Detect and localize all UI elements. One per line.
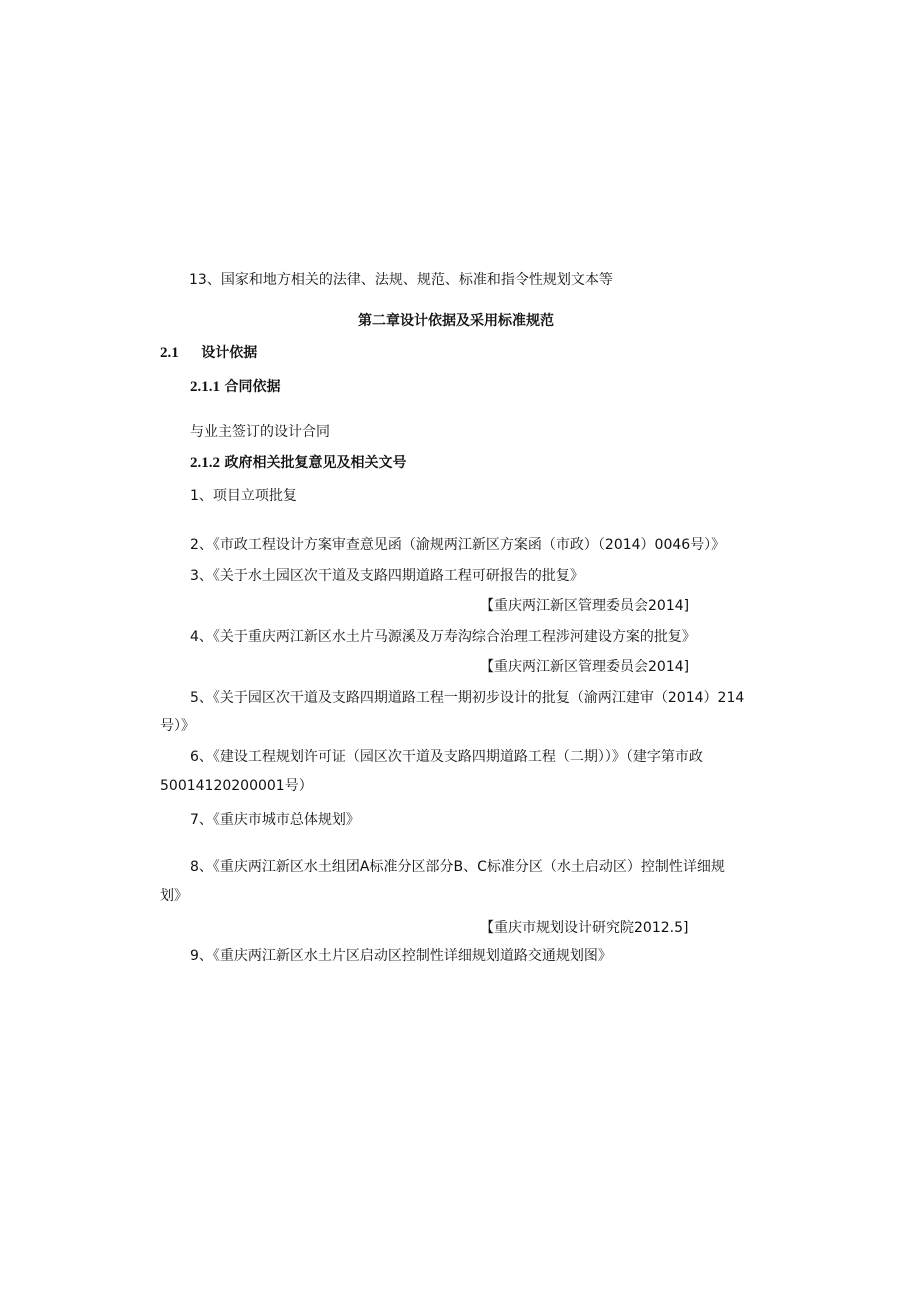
list-item: 5、《关于园区次干道及支路四期道路工程一期初步设计的批复（渝两江建审（2014）214 [190,690,745,706]
subsection-number: 2.1.1 [190,379,220,395]
contract-basis-text: 与业主签订的设计合同 [190,424,330,440]
list-item-continuation: 划》 [160,888,188,904]
subsection-title: 政府相关批复意见及相关文号 [224,455,407,471]
issuer-note: 【重庆市规划设计研究院2012.5] [480,920,689,936]
list-item-continuation: 50014120200001号） [160,778,313,794]
list-item: 6、《建设工程规划许可证（园区次干道及支路四期道路工程（二期））》（建字第市政 [190,749,703,765]
subsection-heading-2-1-1 [190,377,280,397]
issuer-note: 【重庆两江新区管理委员会2014] [480,598,690,614]
section-number: 2.1 [160,345,179,361]
subsection-heading-2-1-2 [190,453,406,473]
issuer-note: 【重庆两江新区管理委员会2014] [480,659,690,675]
section-heading-2-1 [160,343,257,363]
list-item: 1、项目立项批复 [190,488,297,504]
list-item: 8、《重庆两江新区水土组团A标准分区部分B、C标准分区（水土启动区）控制性详细规 [190,859,725,875]
list-item: 2、《市政工程设计方案审查意见函（渝规两江新区方案函（市政）（2014）0046号）》 [190,537,726,553]
list-item: 3、《关于水土园区次干道及支路四期道路工程可研报告的批复》 [190,568,584,584]
intro-line: 13、国家和地方相关的法律、法规、规范、标准和指令性规划文本等 [189,272,613,288]
subsection-title: 合同依据 [224,379,281,395]
list-item: 7、《重庆市城市总体规划》 [190,812,360,828]
chapter-title: 第二章设计依据及采用标准规范 [358,313,554,329]
list-item: 9、《重庆两江新区水土片区启动区控制性详细规划道路交通规划图》 [190,948,612,964]
subsection-number: 2.1.2 [190,455,220,471]
list-item: 4、《关于重庆两江新区水土片马源溪及万寿沟综合治理工程涉河建设方案的批复》 [190,629,696,645]
list-item-continuation: 号）》 [160,718,195,734]
section-title: 设计依据 [201,345,258,361]
